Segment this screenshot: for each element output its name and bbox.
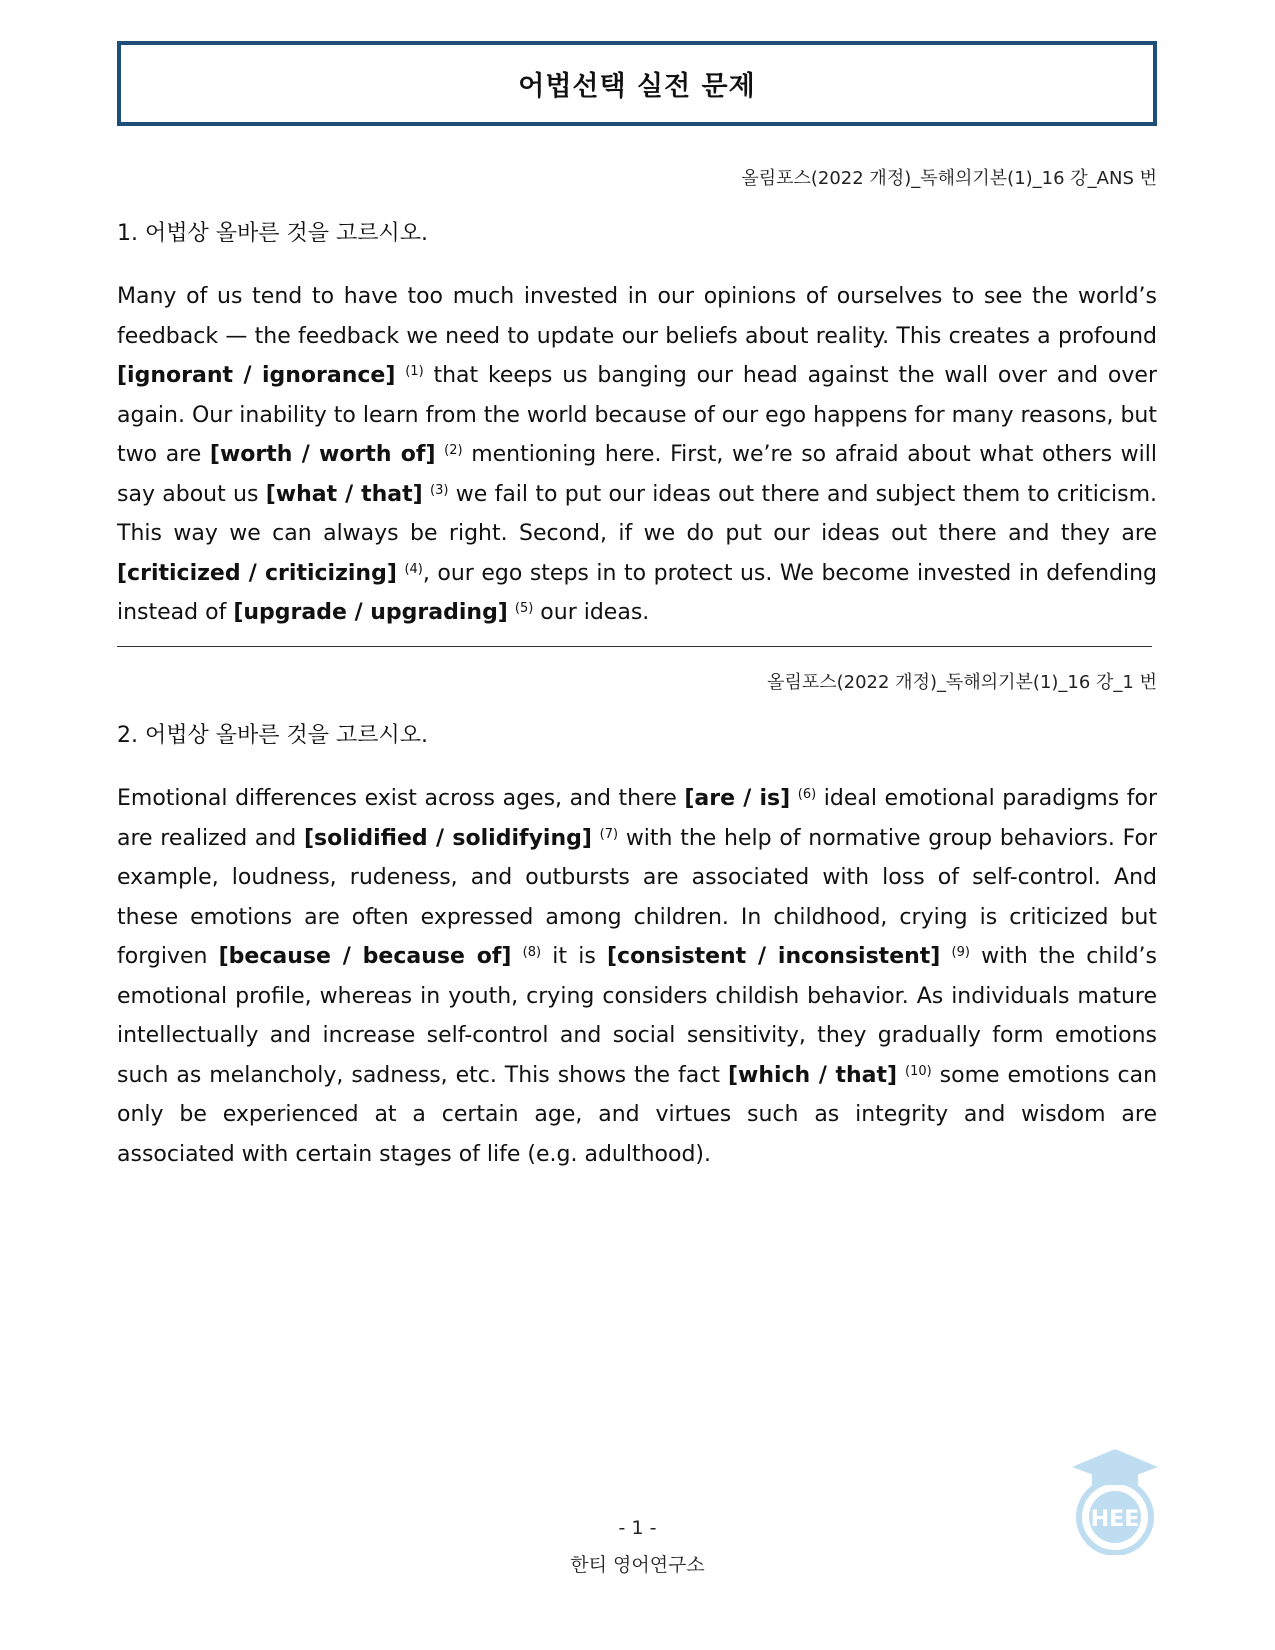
- q1-passage: [117, 277, 1157, 633]
- choice-3: [what / that]: [265, 481, 423, 507]
- q1-text: we fail to put our ideas out there and subject them to criticism. This way we can always be right. Second, if we do put our ideas out there and they are: [117, 481, 1157, 546]
- choice-3-number: (3): [430, 482, 449, 498]
- q2-source: 올림포스(2022 개정)_독해의기본(1)_16 강_1 번: [767, 672, 1157, 693]
- choice-7: [solidified / solidifying]: [304, 825, 592, 851]
- q2-text: Emotional differences exist across ages, and there: [117, 786, 685, 811]
- page-title: 어법선택 실전 문제: [518, 71, 756, 102]
- q1-text: Many of us tend to have too much invested in our opinions of ourselves to see the world’s feedback — the feedback we need to update our beliefs about reality. This creates a profound: [117, 284, 1157, 349]
- choice-10: [which / that]: [727, 1062, 898, 1088]
- choice-7-number: (7): [599, 826, 619, 842]
- choice-5-number: (5): [514, 601, 534, 616]
- choice-6-number: (6): [797, 787, 817, 802]
- q2-text: ideal emotional paradigms for are realized and: [117, 786, 1157, 851]
- q2-text: it is: [541, 944, 607, 969]
- page-number: - 1 -: [618, 1517, 657, 1539]
- choice-5: [upgrade / upgrading]: [233, 600, 508, 625]
- q1-text: mentioning here. First, we’re so afraid about what others will say about us: [117, 442, 1157, 507]
- choice-6: [are / is]: [684, 786, 791, 811]
- q1-text: our ideas.: [533, 600, 650, 625]
- q2-passage: [117, 779, 1157, 1174]
- q1-text: , our ego steps in to protect us. We become invested in defending instead of: [117, 560, 1157, 625]
- footer-org: 한티 영어연구소: [570, 1554, 705, 1576]
- choice-1-number: (1): [405, 364, 424, 379]
- q1-prompt: 1. 어법상 올바른 것을 고르시오.: [117, 221, 428, 246]
- choice-9-number: (9): [951, 945, 970, 960]
- choice-4-number: (4): [404, 561, 423, 577]
- choice-1: [ignorant / ignorance]: [117, 363, 396, 388]
- choice-4: [criticized / criticizing]: [117, 560, 397, 586]
- choice-10-number: (10): [905, 1063, 932, 1079]
- choice-9: [consistent / inconsistent]: [606, 944, 941, 969]
- title-box: [117, 41, 1157, 126]
- section-divider: [117, 646, 1152, 647]
- q2-text: with the help of normative group behaviors. For example, loudness, rudeness, and outbursts are associated with loss of self-control. And these emotions are often expressed among children. In childhood, crying is criticized but forgiven: [117, 825, 1157, 969]
- q1-source: 올림포스(2022 개정)_독해의기본(1)_16 강_ANS 번: [741, 168, 1157, 189]
- choice-2: [worth / worth of]: [209, 442, 436, 467]
- choice-2-number: (2): [444, 443, 463, 458]
- q1-text: that keeps us banging our head against the wall over and over again. Our inability to learn from the world because of our ego happens for many reasons, but two are: [117, 363, 1157, 467]
- q2-text: with the child’s emotional profile, whereas in youth, crying considers childish behavior. As individuals mature intellectually and increase self-control and social sensitivity, they gradually form emotions such as melancholy, sadness, etc. This shows the fact: [117, 944, 1157, 1088]
- q2-prompt: 2. 어법상 올바른 것을 고르시오.: [117, 723, 428, 748]
- choice-8: [because / because of]: [218, 944, 512, 969]
- logo-text: HEE: [1090, 1507, 1140, 1532]
- q2-text: some emotions can only be experienced at a certain age, and virtues such as integrity and wisdom are associated with certain stages of life (e.g. adulthood).: [117, 1062, 1158, 1167]
- choice-8-number: (8): [522, 945, 542, 960]
